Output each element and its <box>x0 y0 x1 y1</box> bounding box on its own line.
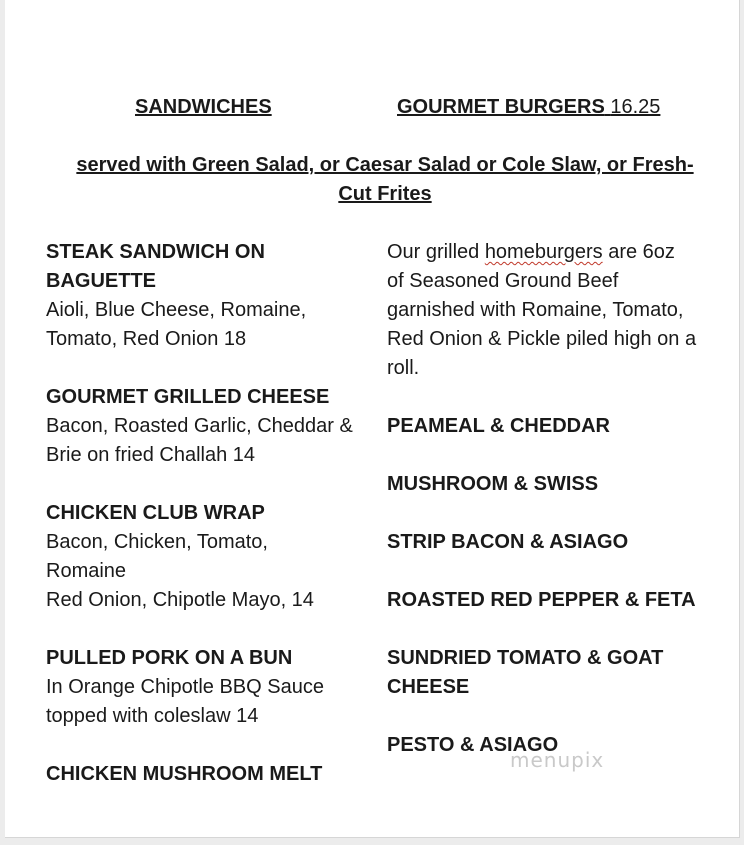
item-title: GOURMET GRILLED CHEESE <box>46 386 330 408</box>
burger-sundried-tomato-goat-cheese-line-2: CHEESE <box>387 676 470 698</box>
item-title: CHICKEN CLUB WRAP <box>46 502 265 524</box>
spellcheck-word: homeburgers <box>484 241 603 263</box>
watermark: menupix <box>510 748 605 772</box>
item-description: Bacon, Chicken, Tomato, <box>46 531 268 553</box>
sides-note-line-1: served with Green Salad, or Caesar Salad or Cole Slaw, or Fresh- <box>76 154 694 176</box>
burger-sundried-tomato-goat-cheese: SUNDRIED TOMATO & GOAT <box>387 647 664 669</box>
item-description: Bacon, Roasted Garlic, Cheddar & <box>46 415 353 437</box>
burgers-intro-line: Red Onion & Pickle piled high on a <box>387 328 697 350</box>
burgers-intro <box>387 238 732 383</box>
item-description: Aioli, Blue Cheese, Romaine, <box>46 299 307 321</box>
item-description: Brie on fried Challah 14 <box>46 444 256 466</box>
item-description: Red Onion, Chipotle Mayo, 14 <box>46 589 314 611</box>
menu-item-steak-sandwich <box>46 238 386 354</box>
burgers-column <box>387 238 732 760</box>
burger-roasted-red-pepper-feta: ROASTED RED PEPPER & FETA <box>387 589 696 611</box>
item-title: CHICKEN MUSHROOM MELT <box>46 763 323 785</box>
burger-mushroom-swiss: MUSHROOM & SWISS <box>387 473 599 495</box>
item-title: STEAK SANDWICH ON <box>46 241 265 263</box>
intro-text: are 6oz <box>602 241 675 263</box>
item-description: Romaine <box>46 560 127 582</box>
burgers-intro-line: of Seasoned Ground Beef <box>387 270 619 292</box>
item-title: BAGUETTE <box>46 270 156 292</box>
sandwiches-column <box>46 238 386 789</box>
sandwiches-heading: SANDWICHES <box>135 96 272 118</box>
item-title: PULLED PORK ON A BUN <box>46 647 293 669</box>
menu-item-chicken-club-wrap <box>46 499 386 615</box>
menu-item-pulled-pork <box>46 644 386 731</box>
sides-note-line-2: Cut Frites <box>338 183 432 205</box>
intro-text: Our grilled <box>387 241 485 263</box>
item-description: topped with coleslaw 14 <box>46 705 259 727</box>
burgers-heading-price: 16.25 <box>610 96 661 118</box>
burgers-heading-title: GOURMET BURGERS <box>397 96 605 118</box>
menu-item-grilled-cheese <box>46 383 386 470</box>
burger-peameal-cheddar: PEAMEAL & CHEDDAR <box>387 415 610 437</box>
burgers-intro-line: roll. <box>387 357 420 379</box>
menu-item-chicken-mushroom-melt <box>46 760 386 789</box>
menu-page <box>5 0 740 838</box>
burger-pesto-asiago: PESTO & ASIAGO <box>387 734 559 756</box>
burgers-intro-line: garnished with Romaine, Tomato, <box>387 299 684 321</box>
item-description: Tomato, Red Onion 18 <box>46 328 247 350</box>
burgers-intro-line <box>387 238 732 267</box>
item-description: In Orange Chipotle BBQ Sauce <box>46 676 324 698</box>
sides-note <box>45 151 725 209</box>
burger-strip-bacon-asiago: STRIP BACON & ASIAGO <box>387 531 629 553</box>
burgers-heading <box>397 96 660 119</box>
